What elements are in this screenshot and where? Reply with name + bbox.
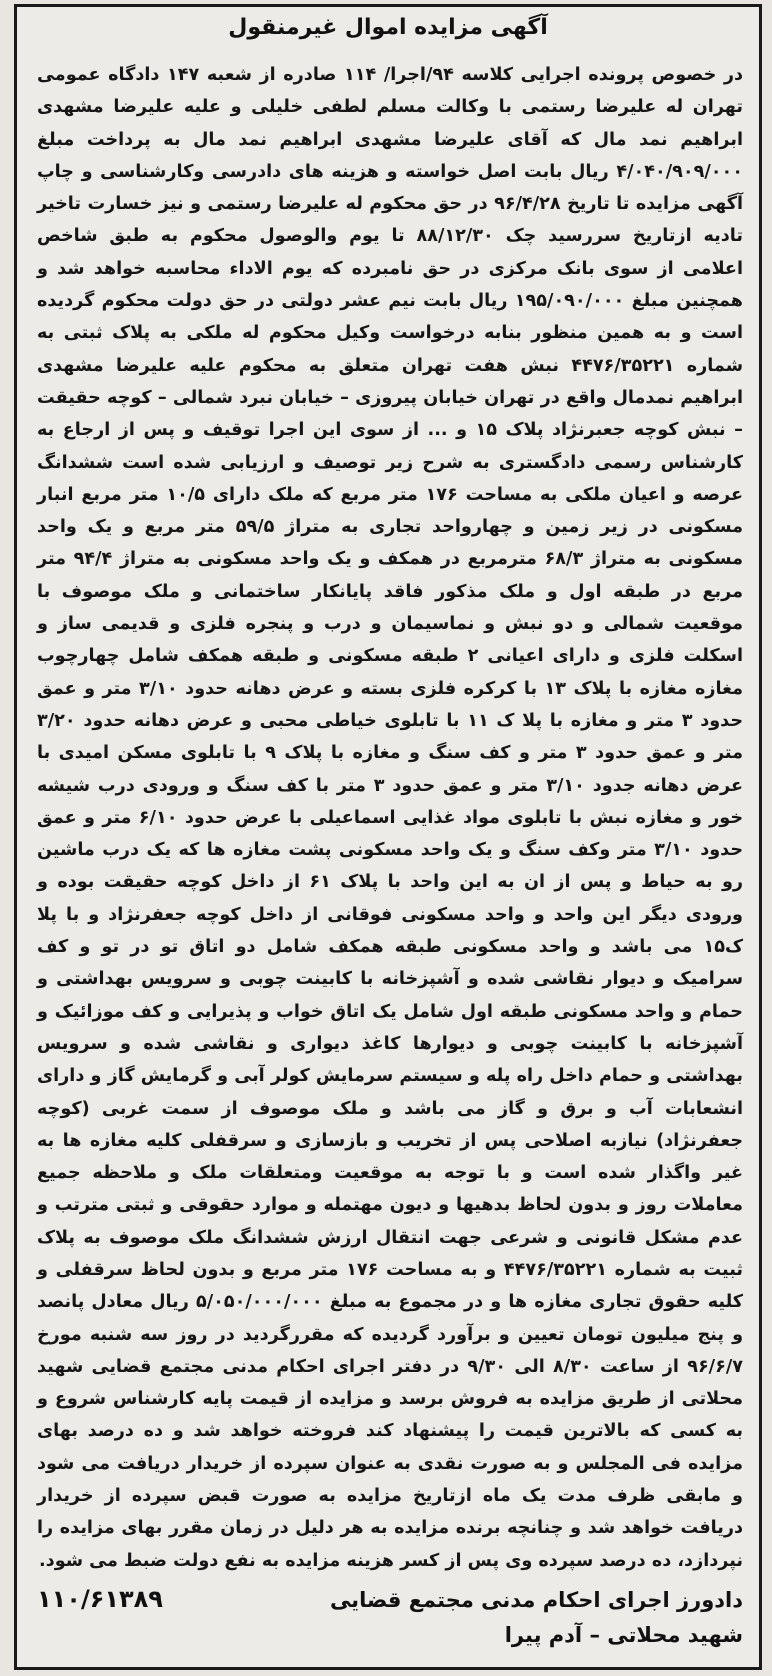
footer-second-line <box>37 1623 743 1661</box>
notice-footer <box>37 1585 743 1661</box>
footer-first-line <box>37 1585 743 1623</box>
notice-border-frame <box>14 4 762 1670</box>
notice-title: آگهی مزایده اموال غیرمنقول <box>228 15 548 40</box>
signer-line-2: شهید محلاتی – آدم پیرا <box>504 1623 743 1647</box>
reference-number: ۱۱۰/۶۱۳۸۹ <box>37 1585 163 1613</box>
notice-body: در خصوص پرونده اجرایی کلاسه ۹۴/اجرا/ ۱۱۴ صادره از شعبه ۱۴۷ دادگاه عمومی تهران له علیرضا رستمی با وکالت مسلم لطفی خلیلی و علیه علیرضا مشهدی ابراهیم نمد مال که آقای علیرضا مشهدی ابراهیم نمد مال به پرداخت مبلغ ۴/۰۴۰/۹۰۹/۰۰۰ ریال بابت اصل خواسته و هزینه های دادرسی وکارشناسی و چاپ آگهی مزایده تا تاریخ ۹۶/۴/۲۸ در حق محکوم له علیرضا رستمی و نیز خسارت تاخیر تادیه ازتاریخ سررسید چک ۸۸/۱۲/۳۰ تا یوم والوصول محکوم به طبق شاخص اعلامی از سوی بانک مرکزی در حق نامبرده که یوم الاداء محاسبه خواهد شد و همچنین مبلغ ۱۹۵/۰۹۰/۰۰۰ ریال بابت نیم عشر دولتی در حق دولت محکوم گردیده است و به همین منظور بنابه درخواست وکیل محکوم له ملکی به پلاک ثبتی به شماره ۴۴۷۶/۳۵۲۲۱ نبش هفت تهران متعلق به محکوم علیه علیرضا مشهدی ابراهیم نمدمال واقع در تهران خیابان پیروزی – خیابان نبرد شمالی – کوچه حقیقت – نبش کوچه جعبرنژاد پلاک ۱۵ و ... از سوی این اجرا توقیف و پس از ارجاع به کارشناس رسمی دادگستری به شرح زیر توصیف و ارزیابی شده است ششدانگ عرصه و اعیان ملکی به مساحت ۱۷۶ متر مربع که ملک دارای ۱۰/۵ متر مربع انبار مسکونی در زیر زمین و چهارواحد تجاری به متراژ ۵۹/۵ متر مربع و یک واحد مسکونی به متراژ ۶۸/۳ مترمربع در همکف و یک واحد مسکونی به متراژ ۹۴/۴ متر مربع در طبقه اول و ملک مذکور فاقد پایانکار ساختمانی و ملک موصوف با موقعیت شمالی و دو نبش و نماسیمان و درب و پنجره فلزی و قدیمی ساز و اسکلت فلزی و دارای اعیانی ۲ طبقه مسکونی و طبقه همکف شامل چهارچوب مغازه مغازه با پلاک ۱۳ با کرکره فلزی بسته و عرض دهانه حدود ۳/۱۰ متر و عمق حدود ۳ متر و مغازه با پلا ک ۱۱ با تابلوی خیاطی محبی و عرض دهانه حدود ۳/۲۰ متر و عمق حدود ۳ متر و کف سنگ و مغازه با پلاک ۹ با تابلوی مسکن امیدی با عرض دهانه جدود ۳/۱۰ متر و عمق حدود ۳ متر با کف سنگ و ورودی درب شیشه خور و مغازه نبش با تابلوی مواد غذایی اسماعیلی با عرض حدود ۶/۱۰ متر و عمق حدود ۳/۱۰ متر وکف سنگ و یک واحد مسکونی پشت مغازه ها که یک درب ماشین رو به حیاط و پس از ان به این واحد با پلاک ۶۱ از داخل کوچه حقیقت بوده و ورودی دیگر این واحد و واحد مسکونی فوقانی از داخل کوچه جعفرنژاد و با پلا ک۱۵ می باشد و واحد مسکونی طبقه همکف شامل دو اتاق تو در تو و کف سرامیک و دیوار نقاشی شده و آشپزخانه با کابینت چوبی و سرویس بهداشتی و حمام و واحد مسکونی طبقه اول شامل یک اتاق خواب و پذیرایی و کف موزائیک و آشپزخانه با کابینت چوبی و دیوارها کاغذ دیواری و نقاشی شده و سرویس بهداشتی و حمام داخل راه پله و سیستم سرمایش کولر آبی و گرمایش گاز و دارای انشعابات آب و برق و گاز می باشد و ملک موصوف از سمت غربی (کوچه جعفرنژاد) نیازبه اصلاحی پس از تخریب و بازسازی و سرقفلی کلیه مغازه ها به غیر واگذار شده است و با توجه به موقعیت ومتعلقات ملک و ملاحظه جمیع معاملات روز و بدون لحاظ بدهیها و دیون مهتمله و موارد حقوقی و ثبتی مترتب و عدم مشکل قانونی و شرعی جهت انتقال ارزش ششدانگ ملک موصوف به پلاک ثبیت به شماره ۴۴۷۶/۳۵۲۲۱ و به مساحت ۱۷۶ متر مربع و بدون لحاظ سرقفلی و کلیه حقوق تجاری مغازه ها و در مجموع به مبلغ ۵/۰۵۰/۰۰۰/۰۰۰ ریال معادل پانصد و پنج میلیون تومان تعیین و برآورد گردیده که مقررگردید در روز سه شنبه مورخ ۹۶/۶/۷ از ساعت ۸/۳۰ الی ۹/۳۰ در دفتر اجرای احکام مدنی مجتمع قضایی شهید محلاتی از طریق مزایده به فروش برسد و مزایده از قیمت پایه کارشناس شروع و به کسی که بالاترین قیمت را پیشنهاد کند فروخته خواهد شد و ده درصد بهای مزایده فی المجلس و به صورت نقدی به عنوان سپرده از خریدار دریافت می شود و مابقی ظرف مدت یک ماه ازتاریخ مزایده به صورت قبض سپرده از خریدار دریافت خواهد شد و چنانچه برنده مزایده به هر دلیل در زمان مقرر بهای مزایده را نپردازد، ده درصد سپرده وی پس از کسر هزینه مزایده به نفع دولت ضبط می شود. <box>37 65 744 1571</box>
signer-line-1: دادورز اجرای احکام مدنی مجتمع قضایی <box>329 1588 743 1612</box>
